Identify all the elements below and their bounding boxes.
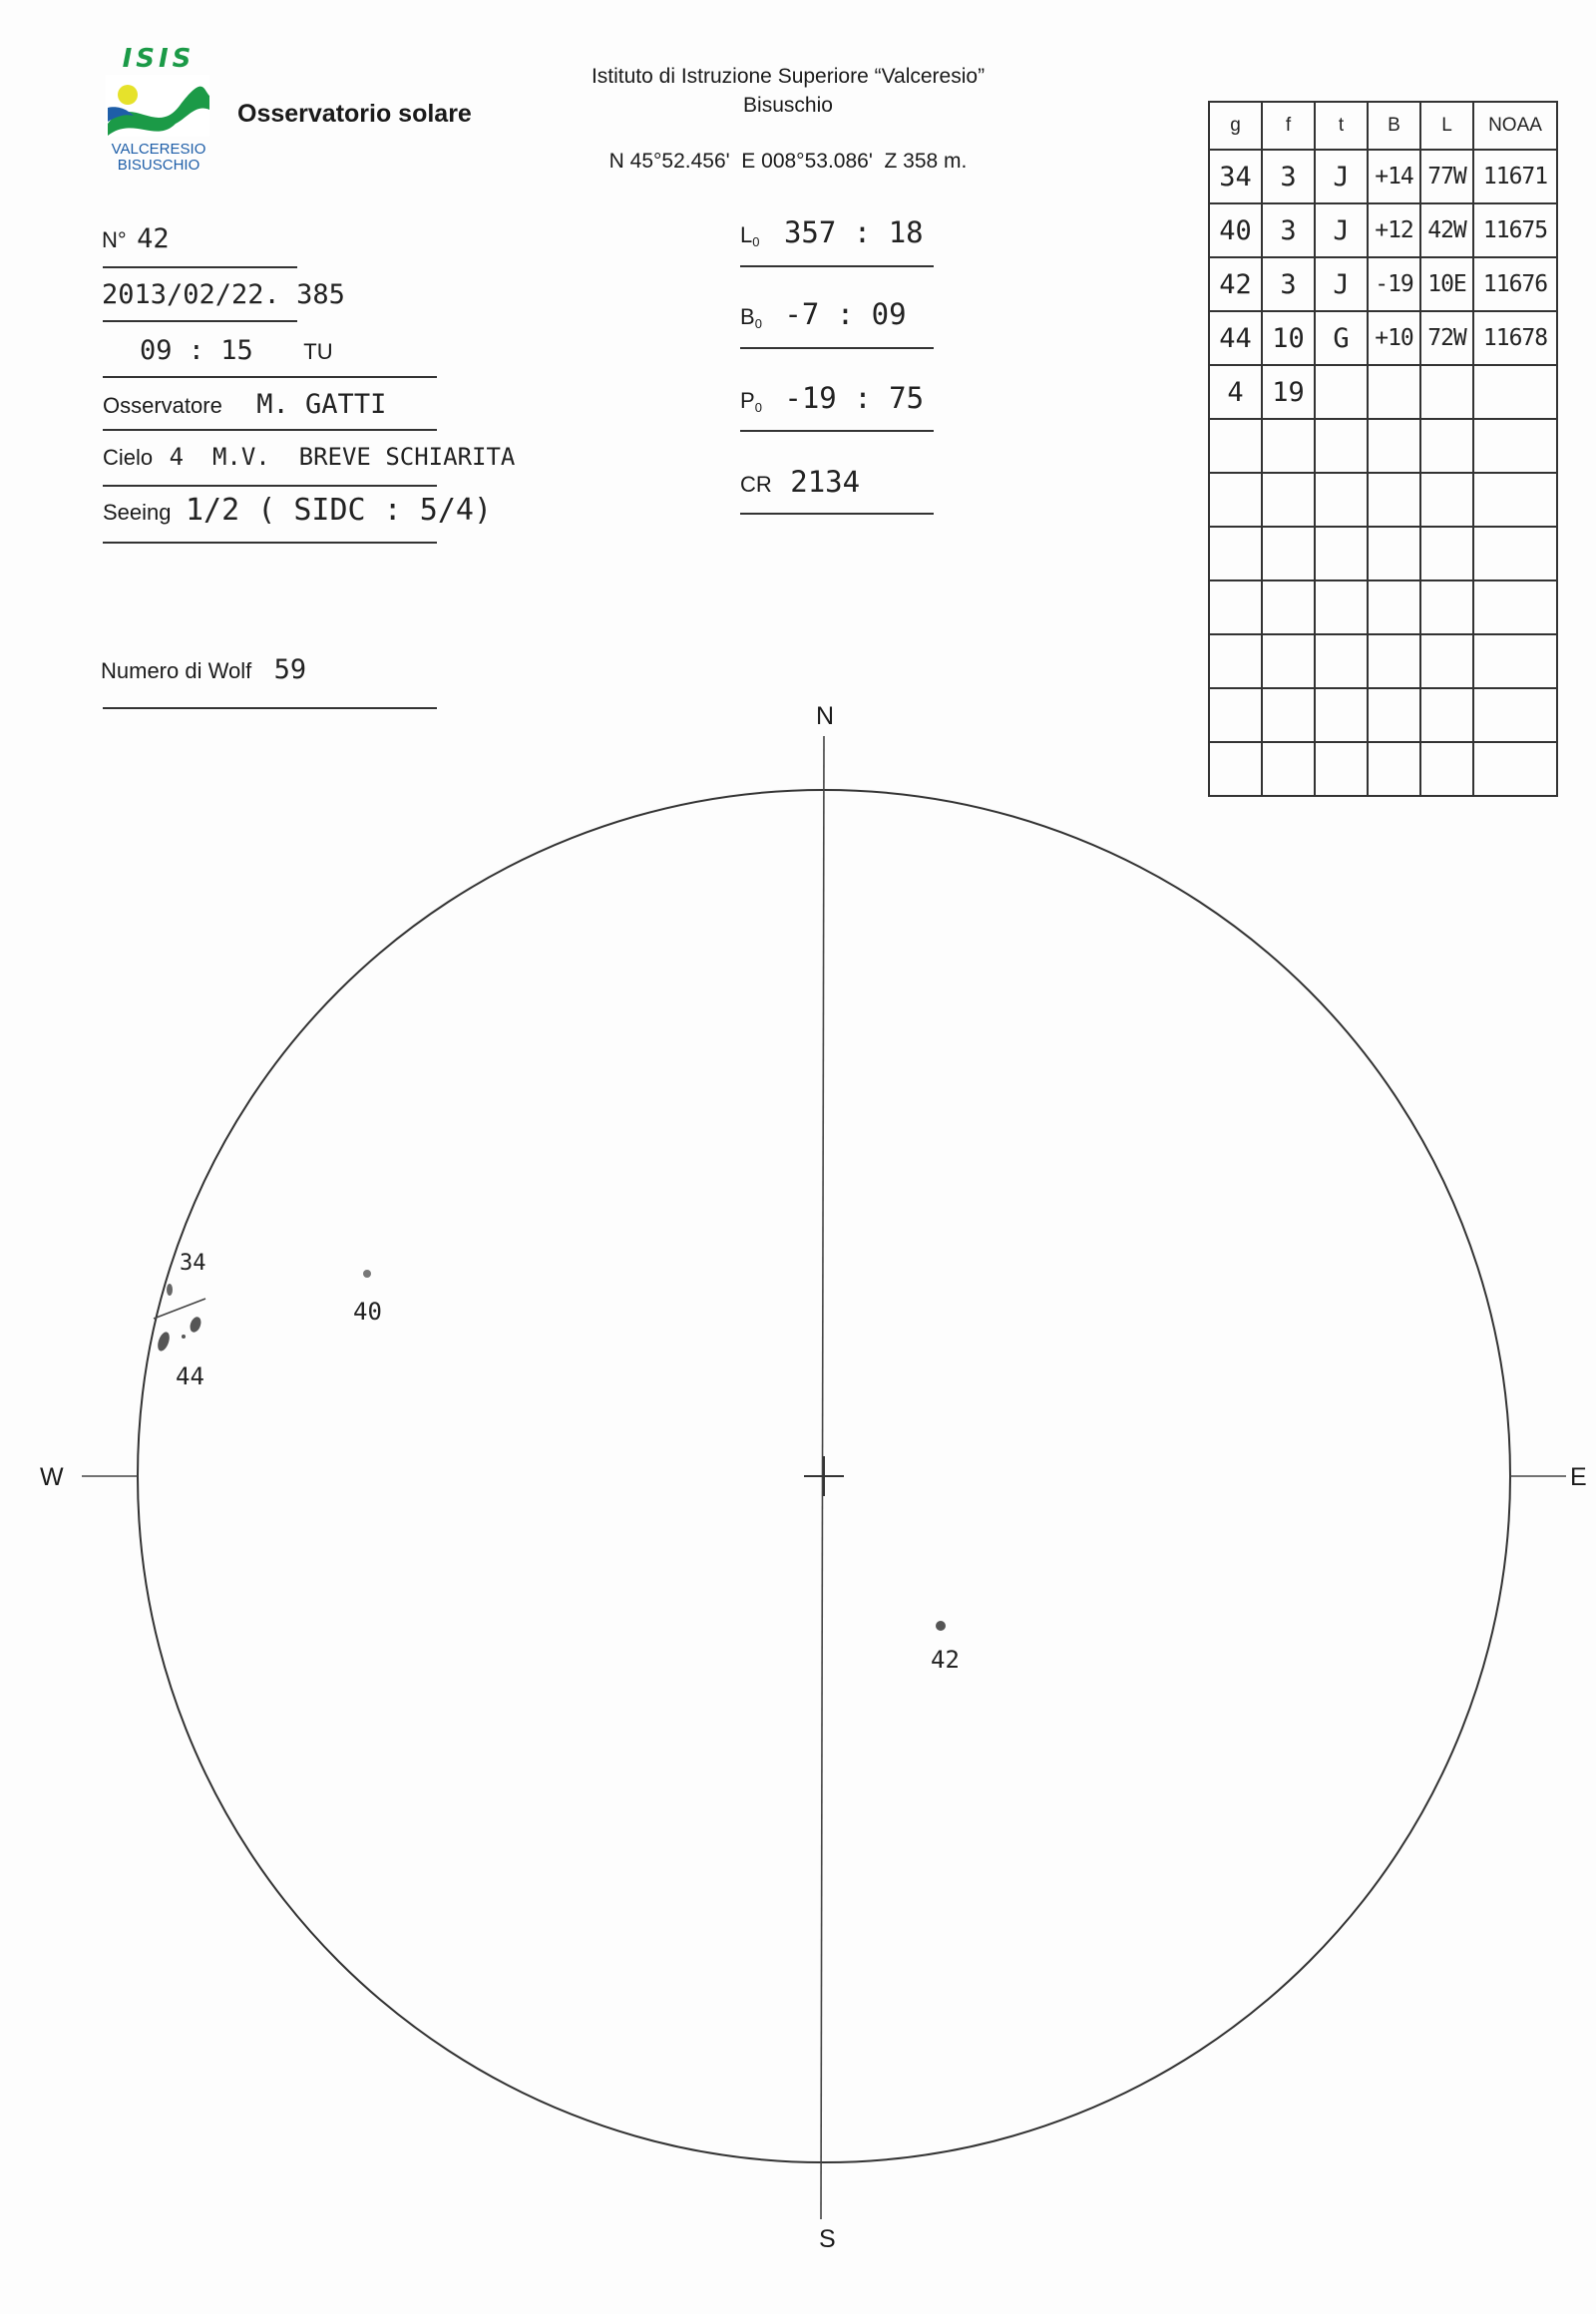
p0-sub: 0 [754,400,762,416]
table-cell-g: 34 [1209,150,1262,203]
time-value: 09 : 15 [140,335,253,366]
col-header-b: B [1368,102,1420,150]
header-institute: Istituto di Istruzione Superiore “Valceresio” [591,65,986,88]
table-cell-f: 3 [1262,257,1315,311]
group-label-40: 40 [353,1298,382,1326]
table-cell-g: 44 [1209,311,1262,365]
table-cell-b: +10 [1368,311,1420,365]
col-header-g: g [1209,102,1262,150]
west-label: W [40,1463,64,1491]
table-cell-f: 19 [1262,365,1315,419]
cr-label: CR [740,472,772,497]
sunspot-group-40 [363,1270,371,1278]
l0-value: 357 : 18 [783,215,924,249]
sunspot-group-34 [167,1284,173,1296]
p0-value: -19 : 75 [784,381,925,415]
sunspot-group-44-b [189,1316,203,1334]
header-coords: N 45°52.456' E 008°53.086' Z 358 m. [608,150,968,173]
table-cell-l: 10E [1420,257,1473,311]
col-header-t: t [1315,102,1368,150]
table-cell-t: J [1315,203,1368,257]
table-cell-f: 3 [1262,150,1315,203]
table-cell-l: 77W [1420,150,1473,203]
table-cell-g: 40 [1209,203,1262,257]
l0-label: L [740,222,753,247]
b0-label: B [740,304,755,329]
time-unit: TU [303,339,333,364]
table-cell-l: 42W [1420,203,1473,257]
b0-value: -7 : 09 [784,297,907,331]
group-separator [154,1299,205,1319]
table-cell-f: 3 [1262,203,1315,257]
observer-value: M. GATTI [256,389,387,420]
sky-value: 4 M.V. BREVE SCHIARITA [169,443,516,471]
table-cell-noaa: 11671 [1473,150,1557,203]
col-header-l: L [1420,102,1473,150]
number-label: N° [102,227,127,252]
wolf-label: Numero di Wolf [101,658,252,683]
wolf-value: 59 [273,654,307,685]
header-title: Osservatorio solare [237,100,472,128]
number-value: 42 [137,223,170,254]
north-label: N [816,702,835,730]
table-cell-t: G [1315,311,1368,365]
table-cell-b: +12 [1368,203,1420,257]
sunspot-group-42 [936,1621,946,1631]
seeing-label: Seeing [103,500,172,525]
seeing-value: 1/2 ( SIDC : 5/4) [185,493,493,528]
table-cell-noaa: 11676 [1473,257,1557,311]
logo-brand: ISIS [122,44,196,74]
cr-value: 2134 [790,465,861,499]
b0-sub: 0 [754,316,762,332]
table-cell-f: 10 [1262,311,1315,365]
sky-label: Cielo [103,445,154,470]
table-cell-noaa: 11678 [1473,311,1557,365]
logo-line1: VALCERESIO [111,141,206,158]
group-label-42: 42 [931,1646,960,1674]
l0-sub: 0 [752,234,760,250]
col-header-noaa: NOAA [1473,102,1557,150]
table-cell-t: J [1315,150,1368,203]
sunspot-group-44-a [156,1331,172,1352]
header-town: Bisuschio [743,94,833,117]
sunspot-group-44-c [182,1335,186,1339]
group-label-44: 44 [176,1362,204,1390]
table-cell-g: 4 [1209,365,1262,419]
table-cell-g: 42 [1209,257,1262,311]
p0-label: P [740,388,755,413]
col-header-f: f [1262,102,1315,150]
table-cell-t: J [1315,257,1368,311]
table-cell-b: +14 [1368,150,1420,203]
table-cell-l: 72W [1420,311,1473,365]
logo-line2: BISUSCHIO [117,157,200,174]
table-cell-b: -19 [1368,257,1420,311]
date-value: 2013/02/22. 385 [102,279,345,310]
east-label: E [1570,1463,1587,1491]
south-label: S [819,2225,836,2253]
table-cell-noaa: 11675 [1473,203,1557,257]
group-label-34: 34 [180,1251,206,1276]
observer-label: Osservatore [103,393,222,418]
